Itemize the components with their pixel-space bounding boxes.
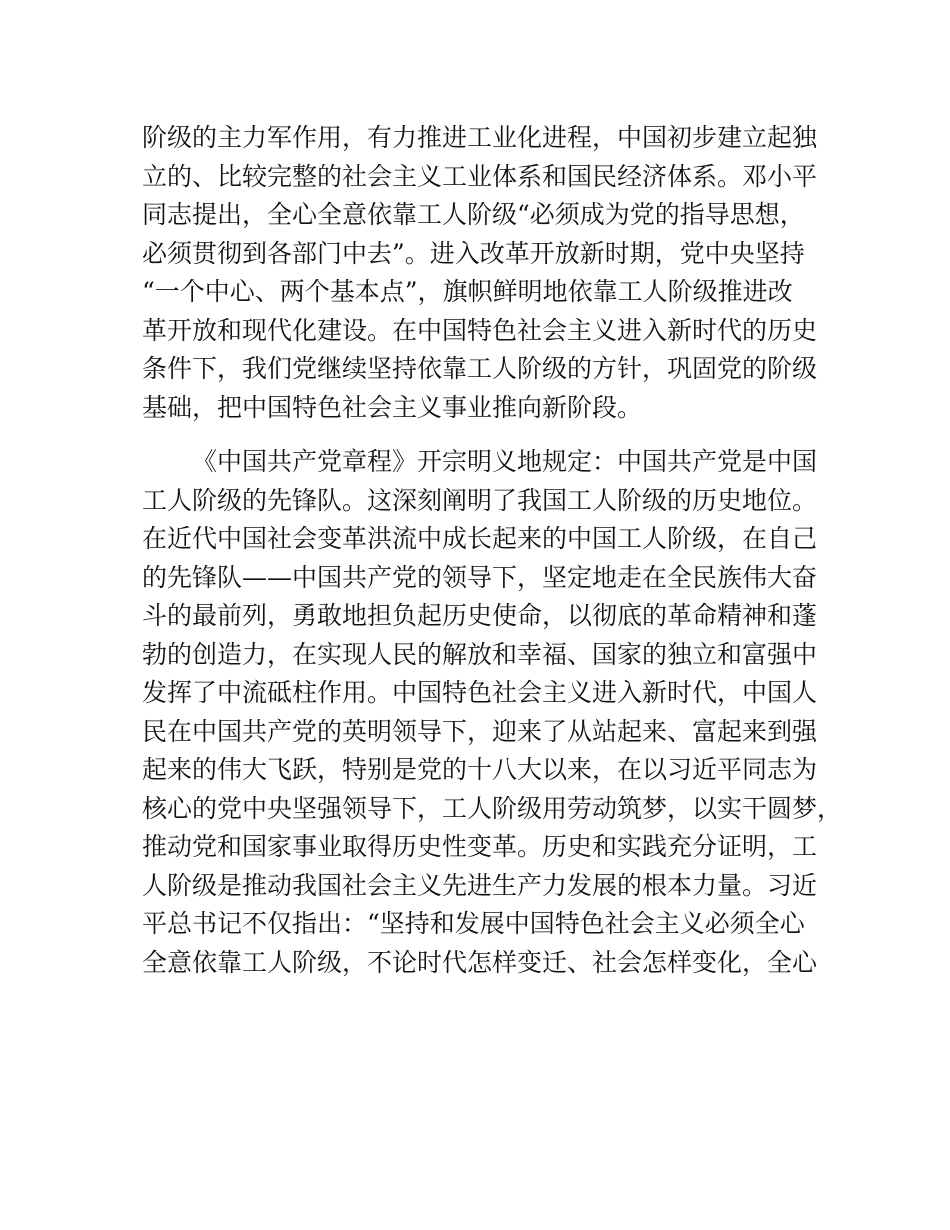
paragraph-spacer [142,427,822,443]
text-line: 在近代中国社会变革洪流中成长起来的中国工人阶级，在自己 [142,524,818,553]
text-line-indented: 《中国共产党章程》开宗明义地规定：中国共产党是中国 [192,447,818,476]
text-line: 全意依靠工人阶级，不论时代怎样变迁、社会怎样变化，全心 [142,947,818,977]
text-line: 起来的伟大飞跃，特别是党的十八大以来，在以习近平同志为 [142,755,818,784]
text-line: 推动党和国家事业取得历史性变革。历史和实践充分证明，工 [142,832,818,861]
text-line: 核心的党中央坚强领导下，工人阶级用劳动筑梦，以实干圆梦， [142,793,843,823]
text-line: “一个中心、两个基本点”，旗帜鲜明地依靠工人阶级推进改 [142,277,793,306]
text-line: 的先锋队——中国共产党的领导下，坚定地走在全民族伟大奋 [142,562,818,592]
text-line: 立的、比较完整的社会主义工业体系和国民经济体系。邓小平 [142,161,818,191]
text-line: 条件下，我们党继续坚持依靠工人阶级的方针，巩固党的阶级 [142,354,818,383]
text-line: 平总书记不仅指出：“坚持和发展中国特色社会主义必须全心 [142,909,805,938]
text-line: 基础，把中国特色社会主义事业推向新阶段。 [142,392,643,422]
paragraph-2 [142,443,843,982]
text-line: 斗的最前列，勇敢地担负起历史使命，以彻底的革命精神和蓬 [142,601,818,630]
text-line: 民在中国共产党的英明领导下，迎来了从站起来、富起来到强 [142,716,818,746]
text-line: 必须贯彻到各部门中去”。进入改革开放新时期，党中央坚持 [142,238,805,268]
text-line: 人阶级是推动我国社会主义先进生产力发展的根本力量。习近 [142,870,818,900]
text-line: 革开放和现代化建设。在中国特色社会主义进入新时代的历史 [142,315,818,345]
text-line: 发挥了中流砥柱作用。中国特色社会主义进入新时代，中国人 [142,678,818,707]
text-line: 工人阶级的先锋队。这深刻阐明了我国工人阶级的历史地位。 [142,485,818,515]
text-line: 同志提出，全心全意依靠工人阶级“必须成为党的指导思想， [142,200,805,229]
text-line: 阶级的主力军作用，有力推进工业化进程，中国初步建立起独 [142,123,818,152]
paragraph-1 [142,119,822,427]
text-line: 勃的创造力，在实现人民的解放和幸福、国家的独立和富强中 [142,639,818,669]
document-body [142,119,843,982]
